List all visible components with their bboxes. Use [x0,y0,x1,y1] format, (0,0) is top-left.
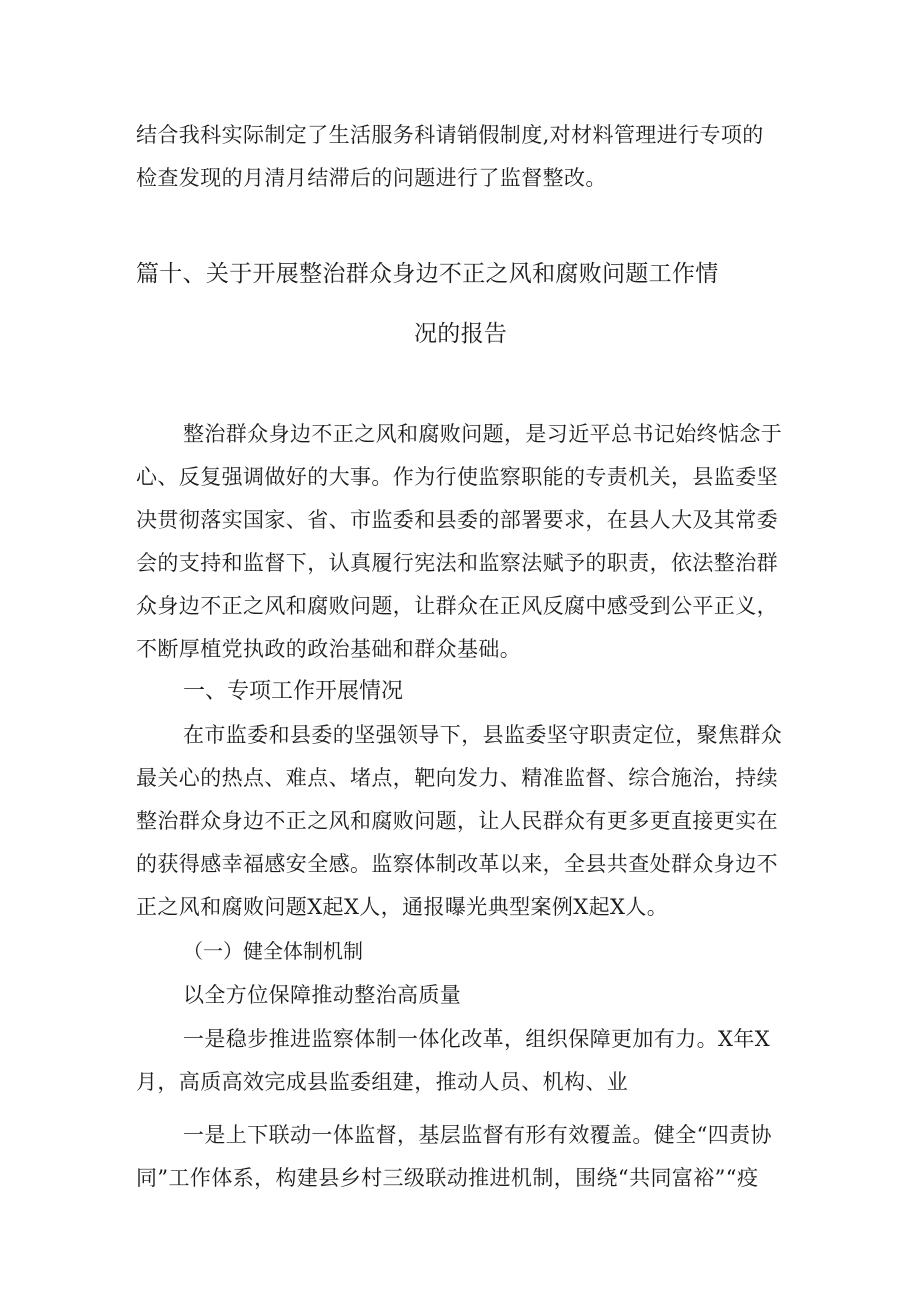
paragraph-4-line-1: 一是上下联动一体监督，基层监督有形有效覆盖。健全“四责协 [183,1123,772,1147]
paragraph-1-line-6: 不断厚植党执政的政治基础和群众基础。 [136,637,522,661]
section-1-title: 一、专项工作开展情况 [183,679,404,704]
intro-line-2: 检查发现的月清月结滞后的问题进行了监督整改。 [136,166,607,190]
paragraph-1-line-4: 会的支持和监督下，认真履行宪法和监察法赋予的职责，依法整治群 [136,551,778,575]
subsection-1-line: 以全方位保障推动整治高质量 [183,983,462,1007]
paragraph-3-line-1: 一是稳步推进监察体制一体化改革，组织保障更加有力。X年X [183,1027,771,1051]
report-title-line-2: 况的报告 [414,321,508,347]
paragraph-4-line-2: 同”工作体系，构建县乡村三级联动推进机制，围绕“共同富裕”“疫 [136,1166,759,1190]
paragraph-2-line-2: 最关心的热点、难点、堵点，靶向发力、精准监督、综合施治，持续 [136,766,778,790]
paragraph-2-line-1: 在市监委和县委的坚强领导下，县监委坚守职责定位，聚焦群众 [183,723,783,747]
paragraph-2-line-5: 正之风和腐败问题X起X人，通报曝光典型案例X起X人。 [136,895,669,919]
paragraph-2-line-4: 的获得感幸福感安全感。监察体制改革以来，全县共查处群众身边不 [136,852,778,876]
intro-line-1: 结合我科实际制定了生活服务科请销假制度,对材料管理进行专项的 [136,123,764,147]
paragraph-1-line-2: 心、反复强调做好的大事。作为行使监察职能的专责机关，县监委坚 [136,465,778,489]
report-title-line-1: 篇十、关于开展整治群众身边不正之风和腐败问题工作情 [136,261,719,287]
paragraph-1-line-1: 整治群众身边不正之风和腐败问题，是习近平总书记始终惦念于 [183,422,783,446]
paragraph-3-line-2: 月，高质高效完成县监委组建，推动人员、机构、业 [136,1070,629,1094]
paragraph-1-line-3: 决贯彻落实国家、省、市监委和县委的部署要求，在县人大及其常委 [136,508,778,532]
paragraph-2-line-3: 整治群众身边不正之风和腐败问题，让人民群众有更多更直接更实在 [136,809,778,833]
paragraph-1-line-5: 众身边不正之风和腐败问题，让群众在正风反腐中感受到公平正义， [136,594,778,618]
subsection-1-title: （一）健全体制机制 [183,939,363,963]
